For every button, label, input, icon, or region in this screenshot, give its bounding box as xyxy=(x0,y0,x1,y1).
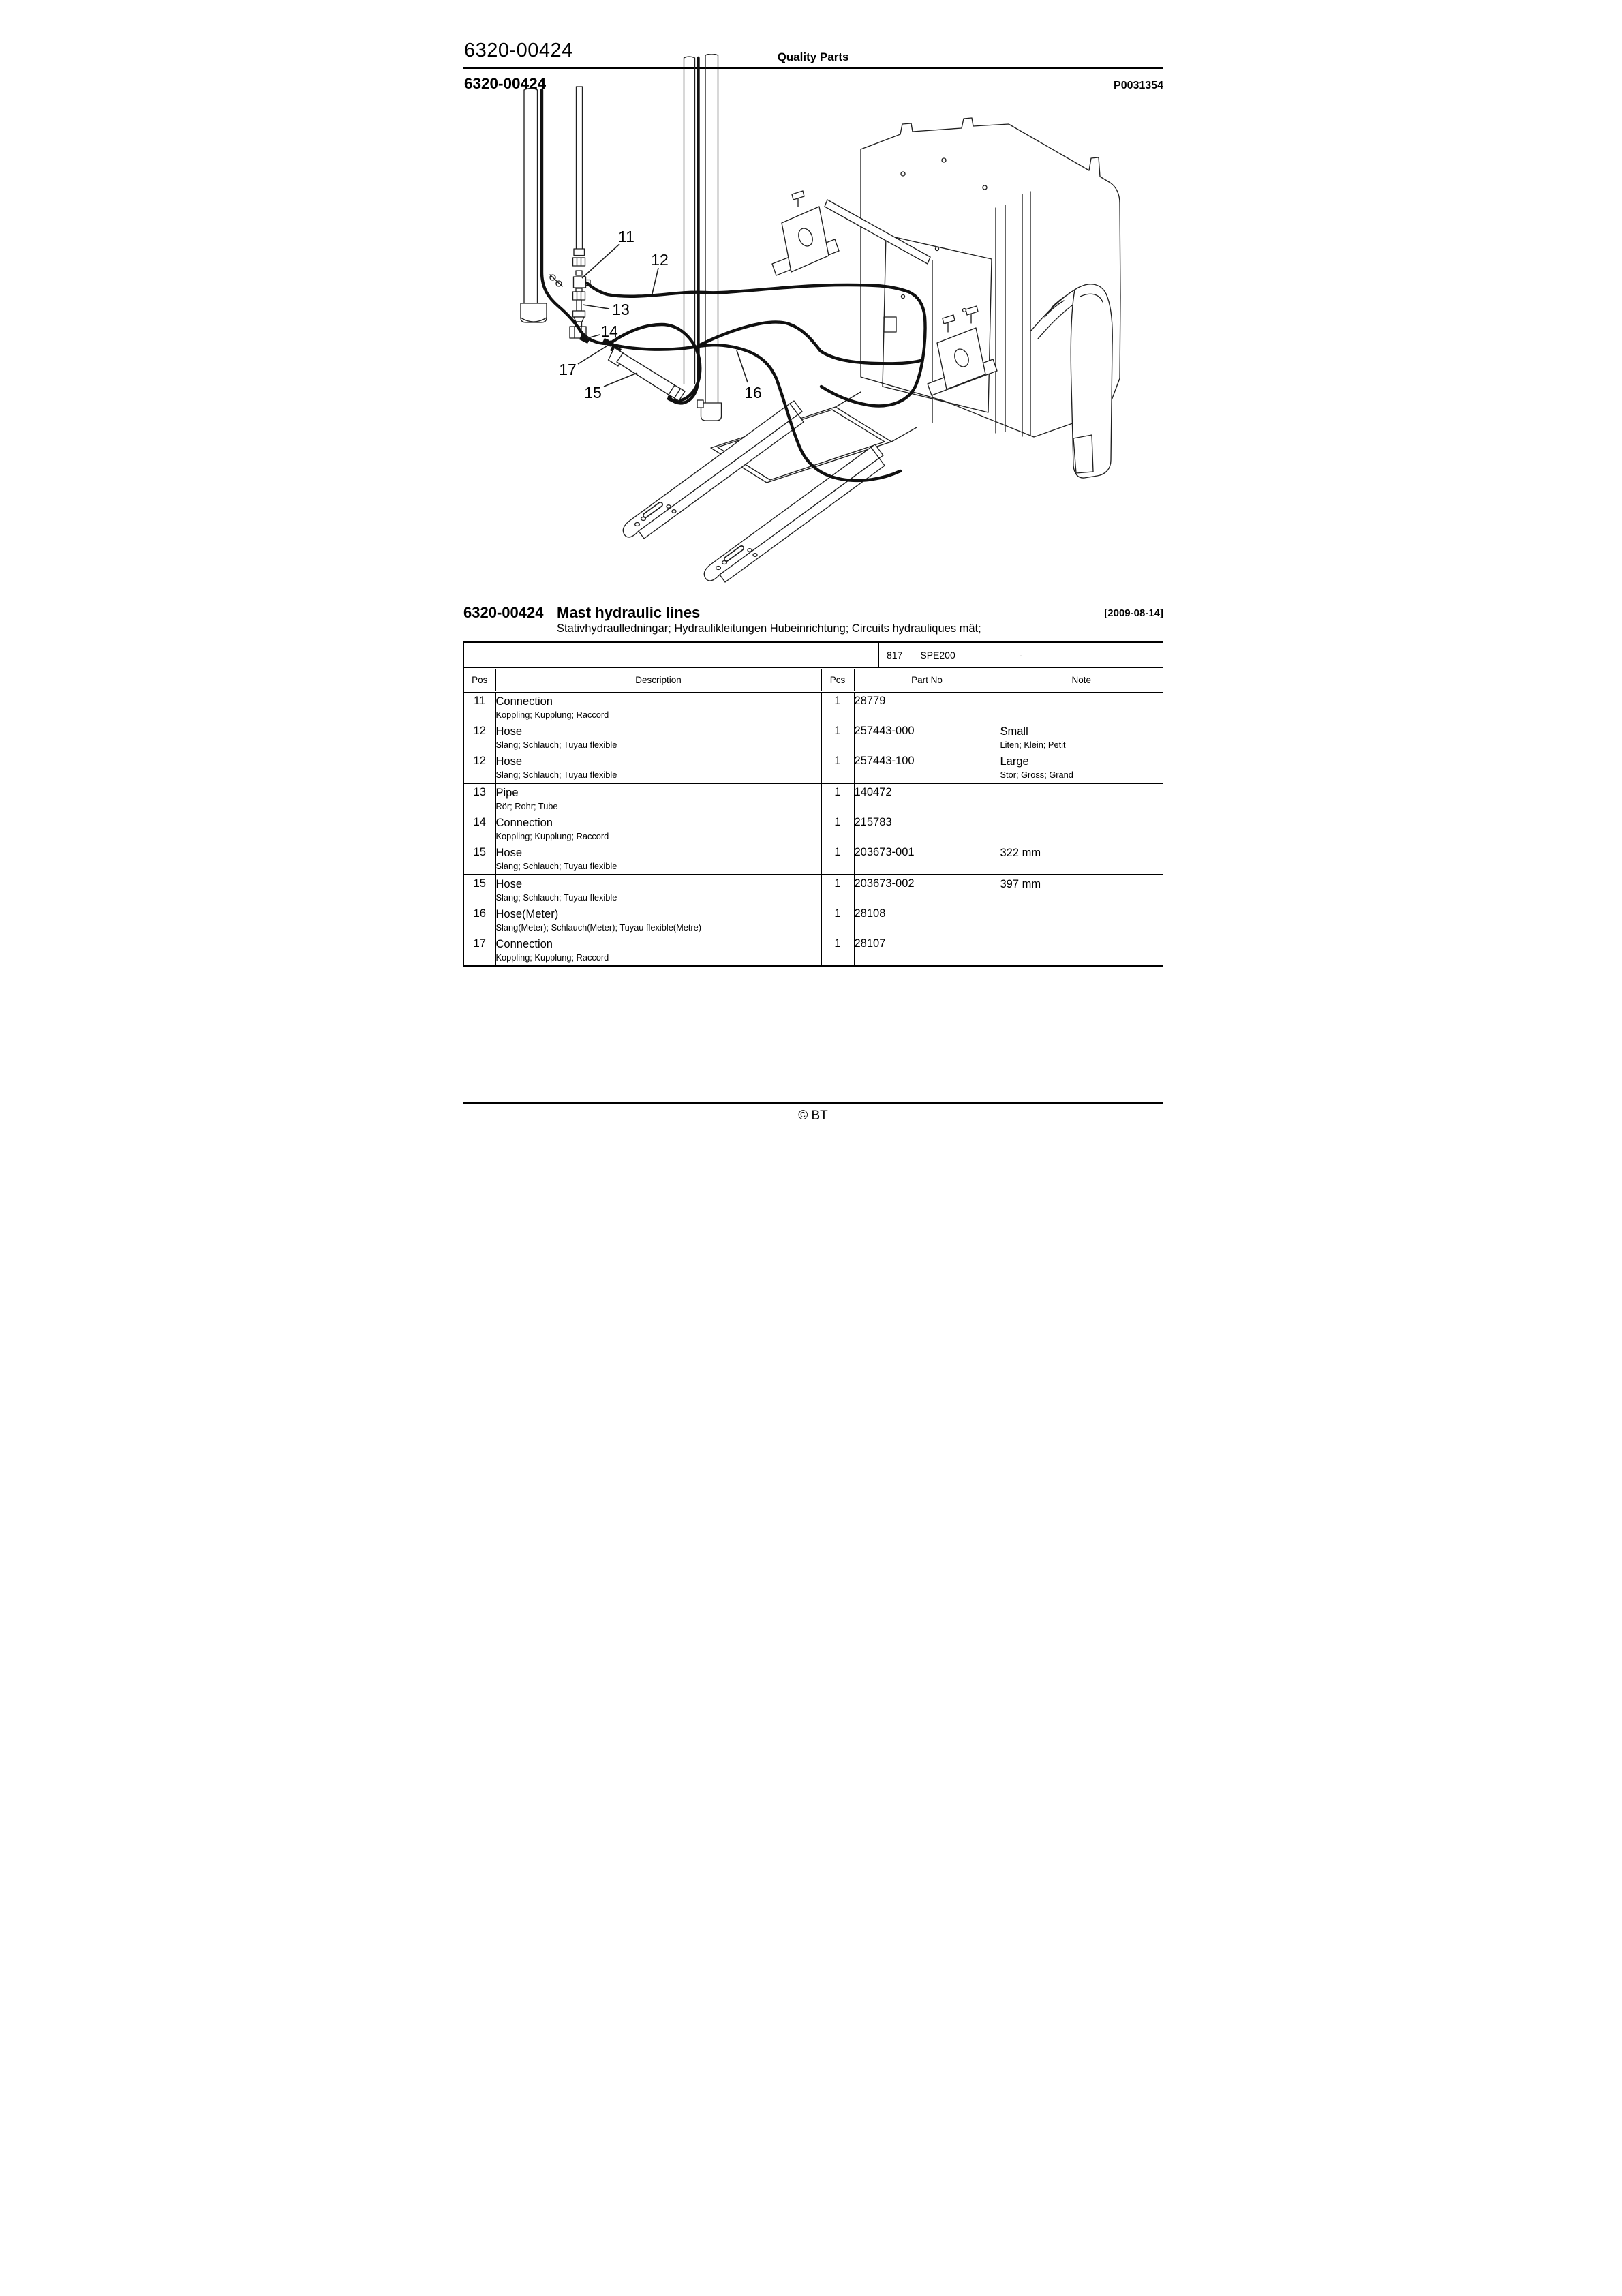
hex-nut xyxy=(573,258,585,266)
description-main: Connection xyxy=(495,695,553,708)
note-main: 397 mm xyxy=(1000,878,1041,890)
description-main: Hose xyxy=(495,878,523,890)
table-row xyxy=(464,783,1163,814)
callout-label-17: 17 xyxy=(559,361,577,378)
cell-partno: 28779 xyxy=(854,692,1000,723)
note-main: 322 mm xyxy=(1000,847,1041,859)
cell-partno: 257443-100 xyxy=(854,753,1000,783)
description-sub: Slang; Schlauch; Tuyau flexible xyxy=(495,770,617,780)
cell-description xyxy=(495,905,821,935)
cell-pcs: 1 xyxy=(821,753,854,783)
document-code-bold: 6320-00424 xyxy=(464,75,547,92)
model-row xyxy=(464,643,1163,669)
cell-partno: 215783 xyxy=(854,814,1000,844)
section-title: Mast hydraulic lines xyxy=(557,604,701,621)
callout-leader-13 xyxy=(583,305,609,309)
model-row-empty-cell xyxy=(464,643,879,667)
cell-pos: 15 xyxy=(464,875,495,905)
cell-note xyxy=(1000,723,1163,753)
description-main: Hose(Meter) xyxy=(495,908,559,920)
description-sub: Slang; Schlauch; Tuyau flexible xyxy=(495,861,617,871)
table-row xyxy=(464,935,1163,965)
table-row xyxy=(464,753,1163,783)
cell-pos: 14 xyxy=(473,816,486,828)
table-row xyxy=(464,723,1163,753)
callout-layer xyxy=(559,228,762,402)
section-date: [2009-08-14] xyxy=(1104,607,1163,619)
section-subtitle: Stativhydraulledningar; Hydraulikleitungen Hubeinrichtung; Circuits hydrauliques mât; xyxy=(557,622,981,635)
cell-pcs: 1 xyxy=(821,814,854,844)
note-sub: Liten; Klein; Petit xyxy=(1000,740,1066,750)
col-header-partno: Part No xyxy=(854,669,1000,692)
cell-note xyxy=(1000,692,1163,723)
cell-pos: 11 xyxy=(474,695,486,707)
description-main: Pipe xyxy=(495,787,519,799)
cell-note xyxy=(1000,844,1163,875)
cell-partno: 203673-001 xyxy=(854,844,1000,875)
table-row xyxy=(464,875,1163,905)
description-sub: Koppling; Kupplung; Raccord xyxy=(495,710,609,720)
col-header-note: Note xyxy=(1000,669,1163,692)
hose-15-cylinder xyxy=(609,348,686,401)
callout-leader-12 xyxy=(652,268,658,294)
col-header-description: Description xyxy=(495,669,821,692)
figure-reference: P0031354 xyxy=(1114,80,1163,91)
model-name: SPE200 xyxy=(920,650,955,661)
callout-leader-11 xyxy=(582,244,619,278)
callout-label-12: 12 xyxy=(651,251,669,269)
parts-diagram xyxy=(467,54,1155,620)
cell-note xyxy=(1000,875,1163,905)
section-code: 6320-00424 xyxy=(463,604,544,621)
connection-11-tee xyxy=(574,277,586,288)
cell-pos: 17 xyxy=(473,937,486,950)
description-main: Hose xyxy=(495,755,523,768)
cell-partno: 257443-000 xyxy=(854,723,1000,753)
cell-description xyxy=(495,783,821,814)
cell-pcs: 1 xyxy=(821,935,854,965)
description-sub: Slang; Schlauch; Tuyau flexible xyxy=(495,740,617,750)
cell-pos: 15 xyxy=(473,846,486,858)
cell-partno: 28108 xyxy=(854,905,1000,935)
cell-pcs: 1 xyxy=(821,692,854,723)
table-header-row xyxy=(464,669,1163,692)
note-main: Large xyxy=(1000,755,1029,768)
description-sub: Koppling; Kupplung; Raccord xyxy=(495,831,609,841)
cell-partno: 140472 xyxy=(854,783,1000,814)
footer-rule xyxy=(463,1102,1163,1104)
table-row xyxy=(464,692,1163,723)
col-header-pos: Pos xyxy=(464,669,495,692)
cell-pos: 12 xyxy=(473,725,486,737)
callout-label-16: 16 xyxy=(744,384,762,402)
cell-description xyxy=(495,692,821,723)
description-main: Connection xyxy=(495,817,553,829)
hose-vertical-left xyxy=(542,90,607,344)
table-row xyxy=(464,844,1163,875)
callout-leader-15 xyxy=(604,373,637,387)
cell-description xyxy=(495,875,821,905)
cell-note xyxy=(1000,905,1163,935)
callout-label-13: 13 xyxy=(612,301,630,318)
cell-pcs: 1 xyxy=(821,783,854,814)
description-sub: Rör; Rohr; Tube xyxy=(495,801,558,811)
brand-title: Quality Parts xyxy=(777,50,849,63)
description-main: Hose xyxy=(495,725,523,738)
note-sub: Stor; Gross; Grand xyxy=(1000,770,1073,780)
cell-pcs: 1 xyxy=(821,844,854,875)
note-main: Small xyxy=(1000,725,1028,738)
document-code-header: 6320-00424 xyxy=(464,40,573,61)
cell-pcs: 1 xyxy=(821,905,854,935)
col-header-pcs: Pcs xyxy=(821,669,854,692)
table-row xyxy=(464,814,1163,844)
cell-note xyxy=(1000,814,1163,844)
model-row-cell xyxy=(879,643,1163,667)
cell-description xyxy=(495,844,821,875)
model-serial-range: - xyxy=(1019,650,1023,661)
description-sub: Slang(Meter); Schlauch(Meter); Tuyau flexible(Metre) xyxy=(495,922,702,933)
pipe-13 xyxy=(577,300,581,311)
cell-pos: 12 xyxy=(473,755,486,767)
description-main: Connection xyxy=(495,938,553,950)
cell-pos: 16 xyxy=(473,907,486,920)
callout-leader-14 xyxy=(587,335,600,338)
cell-note xyxy=(1000,783,1163,814)
cell-pcs: 1 xyxy=(821,875,854,905)
callout-label-14: 14 xyxy=(600,322,618,340)
callout-label-11: 11 xyxy=(618,228,634,245)
cell-pcs: 1 xyxy=(821,723,854,753)
parts-table xyxy=(463,641,1163,967)
cell-description xyxy=(495,723,821,753)
cell-partno: 28107 xyxy=(854,935,1000,965)
description-sub: Koppling; Kupplung; Raccord xyxy=(495,952,609,963)
cell-partno: 203673-002 xyxy=(854,875,1000,905)
catalog-page xyxy=(406,0,1216,1148)
cell-description xyxy=(495,935,821,965)
model-code: 817 xyxy=(887,650,903,661)
cell-description xyxy=(495,814,821,844)
cell-note xyxy=(1000,753,1163,783)
connection-11-nipple xyxy=(576,271,582,275)
callout-label-15: 15 xyxy=(584,384,602,402)
cell-note xyxy=(1000,935,1163,965)
table-row xyxy=(464,905,1163,935)
cell-pos: 13 xyxy=(464,783,495,814)
callout-leader-16 xyxy=(737,350,748,382)
cell-description xyxy=(495,753,821,783)
copyright-notice: © BT xyxy=(798,1108,828,1123)
description-main: Hose xyxy=(495,847,523,859)
description-sub: Slang; Schlauch; Tuyau flexible xyxy=(495,892,617,903)
callout-leader-17 xyxy=(578,345,609,364)
